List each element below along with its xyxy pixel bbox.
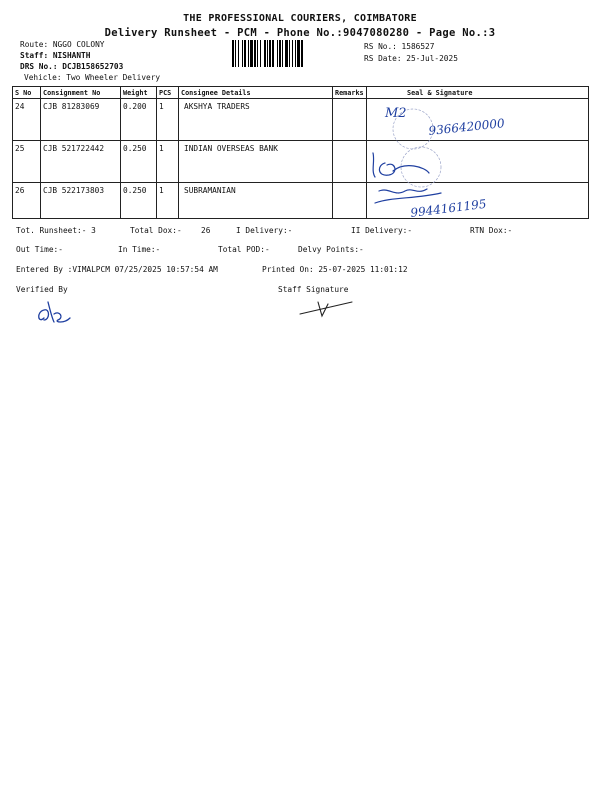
total-dox-value: 26 (201, 226, 211, 235)
row-pcs: 1 (157, 183, 179, 219)
row-consignment: CJB 521722442 (41, 141, 121, 183)
verifier-signature (34, 298, 78, 328)
col-weight: Weight (121, 87, 157, 99)
row-pcs: 1 (157, 99, 179, 141)
row-sno: 25 (13, 141, 41, 183)
barcode-bar (260, 40, 261, 67)
col-pcs: PCS (157, 87, 179, 99)
barcode-bar (248, 40, 249, 67)
barcode-bar (257, 40, 258, 67)
staff-signature (296, 296, 356, 322)
out-time: Out Time:- (16, 245, 63, 254)
rtn-dox: RTN Dox:- (470, 226, 513, 235)
barcode-bar (254, 40, 256, 67)
route-label: Route: NGGO COLONY (20, 40, 105, 49)
barcode-bar (292, 40, 293, 67)
col-sno: S No (13, 87, 41, 99)
row-consignment: CJB 522173803 (41, 183, 121, 219)
barcode-bar (267, 40, 268, 67)
handwritten-phone-row1: 9366420000 (427, 116, 506, 138)
barcode-bar (282, 40, 283, 67)
barcode-bar (238, 40, 239, 67)
barcode-bar (279, 40, 281, 67)
barcode-bar (297, 40, 300, 67)
row-pcs: 1 (157, 141, 179, 183)
barcode-bar (244, 40, 246, 67)
barcode-bar (269, 40, 271, 67)
col-consignment: Consignment No (41, 87, 121, 99)
row-weight: 0.250 (121, 183, 157, 219)
total-dox-label: Total Dox:- (130, 226, 182, 235)
barcode-bar (272, 40, 274, 67)
row-sno: 24 (13, 99, 41, 141)
row-weight: 0.250 (121, 141, 157, 183)
verified-by-label: Verified By (16, 285, 68, 294)
delvy-points: Delvy Points:- (298, 245, 364, 254)
row-weight: 0.200 (121, 99, 157, 141)
tot-runsheet: Tot. Runsheet:- 3 (16, 226, 96, 235)
barcode-bar (264, 40, 266, 67)
ii-delivery: II Delivery:- (351, 226, 413, 235)
rs-number: RS No.: 1586527 (364, 42, 435, 51)
barcode (232, 40, 350, 67)
handwritten-phone-row3: 9944161195 (409, 196, 488, 220)
barcode-bar (242, 40, 243, 67)
barcode-bar (285, 40, 288, 67)
barcode-bar (250, 40, 253, 67)
col-consignee: Consignee Details (179, 87, 333, 99)
row-consignee: INDIAN OVERSEAS BANK (179, 141, 333, 183)
barcode-bar (235, 40, 236, 67)
sheet-title: Delivery Runsheet - PCM - Phone No.:9047080280 - Page No.:3 (104, 27, 496, 39)
handwritten-signatures (355, 95, 595, 230)
barcode-bar (295, 40, 296, 67)
staff-signature-label: Staff Signature (278, 285, 349, 294)
barcode-bar (232, 40, 234, 67)
barcode-bar (301, 40, 303, 67)
in-time: In Time:- (118, 245, 161, 254)
barcode-bar (277, 40, 278, 67)
drs-label: DRS No.: DCJB158652703 (20, 62, 124, 71)
printed-on: Printed On: 25-07-2025 11:01:12 (262, 265, 408, 274)
i-delivery: I Delivery:- (236, 226, 293, 235)
row-consignee: AKSHYA TRADERS (179, 99, 333, 141)
total-pod: Total POD:- (218, 245, 270, 254)
vehicle-label: Vehicle: Two Wheeler Delivery (24, 73, 161, 82)
col-seal: Seal & Signature (367, 87, 589, 99)
row-sno: 26 (13, 183, 41, 219)
handwritten-initials: M2 (385, 106, 407, 121)
col-remarks: Remarks (333, 87, 367, 99)
barcode-bar (289, 40, 290, 67)
row-consignment: CJB 81283069 (41, 99, 121, 141)
row-consignee: SUBRAMANIAN (179, 183, 333, 219)
rs-date: RS Date: 25-Jul-2025 (364, 54, 458, 63)
company-name: THE PROFESSIONAL COURIERS, COIMBATORE (183, 13, 417, 24)
entered-by: Entered By :VIMALPCM 07/25/2025 10:57:54 AM (16, 265, 218, 274)
staff-label: Staff: NISHANTH (20, 51, 91, 60)
